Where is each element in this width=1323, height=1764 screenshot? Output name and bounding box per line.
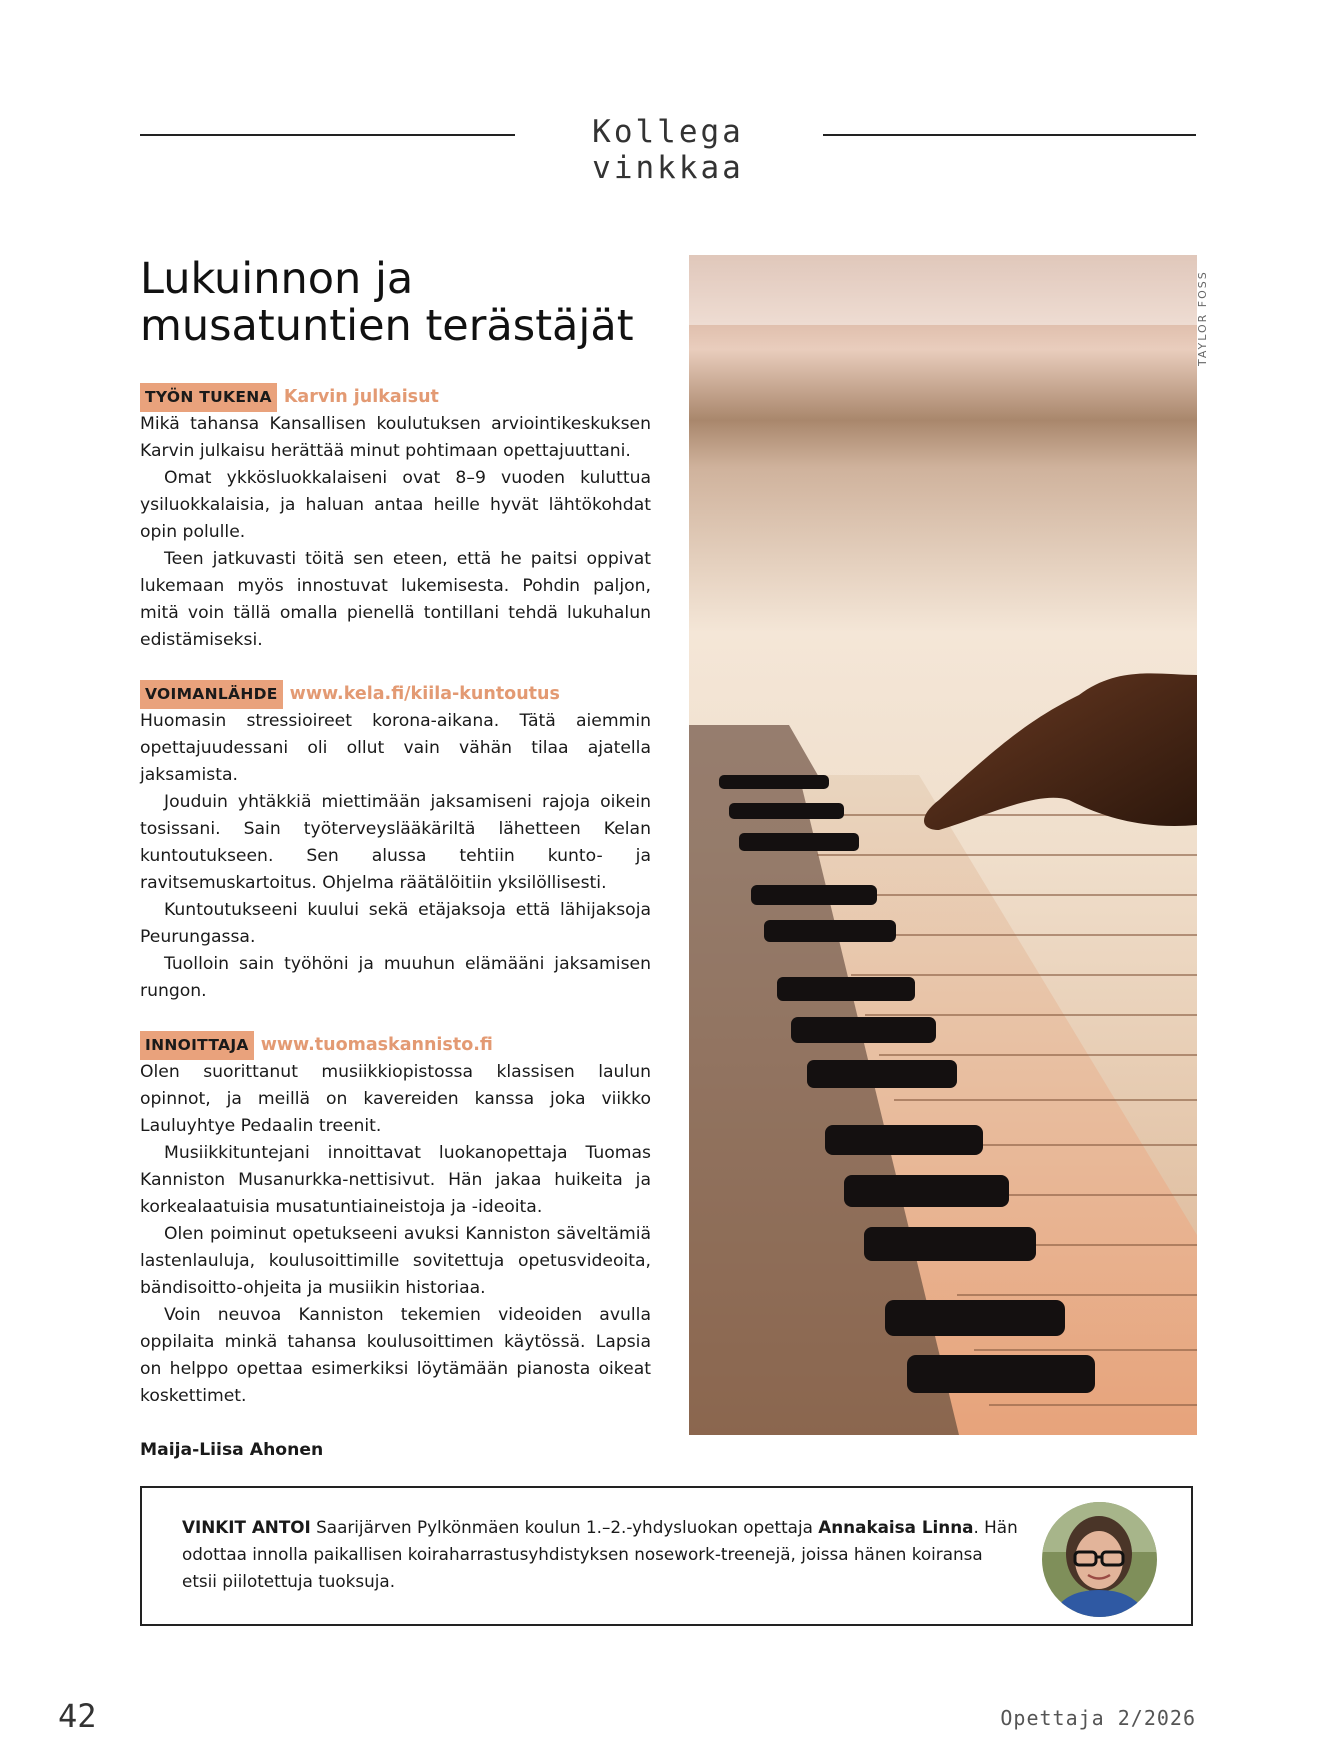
avatar — [1042, 1502, 1157, 1617]
author-signature: Maija-Liisa Ahonen — [140, 1440, 324, 1460]
author-infobox — [140, 1486, 1193, 1626]
tip-heading — [140, 384, 651, 411]
tip-link[interactable]: www.tuomaskannisto.fi — [260, 1035, 493, 1055]
section-title: Kollega vinkkaa — [592, 114, 744, 186]
tip-block-1 — [140, 384, 651, 654]
infobox-text-before: Saarijärven Pylkönmäen koulun 1.–2.-yhdysluokan opettaja — [310, 1517, 819, 1537]
tip-link[interactable]: www.kela.fi/kiila-kuntoutus — [289, 684, 560, 704]
paragraph: Huomasin stressioireet korona-aikana. Tätä aiemmin opettajuudessani oli ollut vain vähän tilaa ajatella jaksamista. — [140, 711, 651, 785]
piano-photo — [689, 255, 1197, 1435]
tip-block-3 — [140, 1032, 651, 1410]
paragraph: Tuolloin sain työhöni ja muuhun elämääni jaksamisen rungon. — [140, 954, 651, 1001]
paragraph: Teen jatkuvasti töitä sen eteen, että he paitsi oppivat lukemaan myös innostuvat lukemisesta. Pohdin paljon, mitä voin tällä omalla pienellä tontillani tehdä lukuhalun edistämiseksi. — [140, 549, 651, 650]
tip-heading — [140, 681, 651, 708]
tip-tag: TYÖN TUKENA — [140, 383, 277, 412]
paragraph: Kuntoutukseeni kuului sekä etäjaksoja että lähijaksoja Peurungassa. — [140, 900, 651, 947]
paragraph: Olen suorittanut musiikkiopistossa klassisen laulun opinnot, ja meillä on kavereiden kanssa joka viikko Lauluyhtye Pedaalin treenit. — [140, 1062, 651, 1136]
paragraph: Jouduin yhtäkkiä miettimään jaksamiseni rajoja oikein tosissani. Sain työterveyslääkäriltä lähetteen Kelan kuntoutukseen. Sen alussa tehtiin kunto- ja ravitsemuskartoitus. Ohjelma räätälöitiin yksilöllisesti. — [140, 792, 651, 893]
tip-block-2 — [140, 681, 651, 1005]
tip-tag: INNOITTAJA — [140, 1031, 254, 1060]
article-headline: Lukuinnon ja musatuntien terästäjät — [140, 254, 634, 351]
header-rule-left — [140, 134, 515, 136]
paragraph: Olen poiminut opetukseeni avuksi Kanniston säveltämiä lastenlauluja, koulusoittimille sovitettuja opetusvideoita, bändisoitto-ohjeita ja musiikin historiaa. — [140, 1224, 651, 1298]
tip-link[interactable]: Karvin julkaisut — [283, 387, 439, 407]
paragraph: Omat ykkösluokkalaiseni ovat 8–9 vuoden kuluttua ysiluokkalaisia, ja haluan antaa heille hyvät lähtökohdat opin polulle. — [140, 468, 651, 542]
paragraph: Voin neuvoa Kanniston tekemien videoiden avulla oppilaita minkä tahansa koulusoittimen käytössä. Lapsia on helppo opettaa esimerkiksi löytämään pianosta oikeat koskettimet. — [140, 1305, 651, 1406]
tip-heading — [140, 1032, 651, 1059]
header-rule-right — [823, 134, 1196, 136]
infobox-text — [182, 1514, 1022, 1595]
photo-credit: TAYLOR FOSS — [1196, 270, 1209, 366]
tip-tag: VOIMANLÄHDE — [140, 680, 283, 709]
paragraph: Musiikkituntejani innoittavat luokanopettaja Tuomas Kanniston Musanurkka-nettisivut. Hän jakaa huikeita ja korkealaatuisia musatuntiaineistoja ja -ideoita. — [140, 1143, 651, 1217]
infobox-lead: VINKIT ANTOI — [182, 1517, 311, 1537]
page-number: 42 — [58, 1697, 97, 1735]
paragraph: Mikä tahansa Kansallisen koulutuksen arviointikeskuksen Karvin julkaisu herättää minut pohtimaan opettajuuttani. — [140, 414, 651, 461]
infobox-name: Annakaisa Linna — [818, 1517, 974, 1537]
infobox-text-after: . Hän odottaa innolla paikallisen koiraharrastusyhdistyksen nosework-treenejä, joissa hänen koiransa etsii piilotettuja tuoksuja. — [182, 1517, 1018, 1591]
article-body — [140, 384, 651, 1464]
magazine-issue: Opettaja 2/2026 — [1000, 1706, 1196, 1730]
